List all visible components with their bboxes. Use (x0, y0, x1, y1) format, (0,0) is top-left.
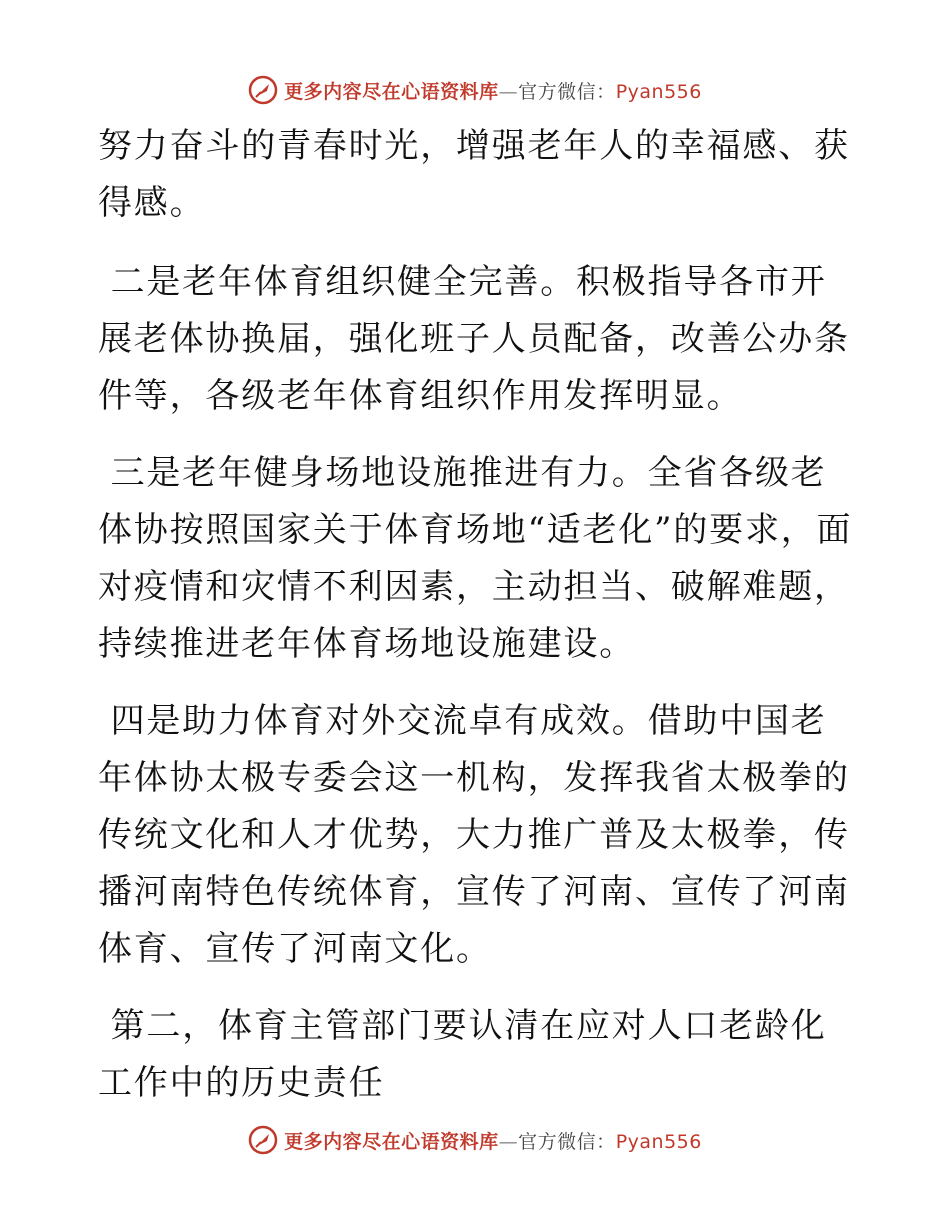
watermark-brand: 更多内容尽在心语资料库 (284, 1130, 499, 1153)
watermark-dash: — (498, 1130, 519, 1153)
paragraph-4: 四是助力体育对外交流卓有成效。借助中国老年体协太极专委会这一机构，发挥我省太极拳的传统文化和人才优势，大力推广普及太极拳，传播河南特色传统体育，宣传了河南、宣传了河南体育、宣传了河南文化。 (98, 701, 850, 969)
watermark-text (284, 1127, 702, 1154)
watermark-id: Pyan556 (615, 80, 702, 103)
watermark-official: 官方微信： (518, 1130, 616, 1153)
watermark-id: Pyan556 (615, 1130, 702, 1153)
watermark-dash: — (498, 80, 519, 103)
paragraph-2: 二是老年体育组织健全完善。积极指导各市开展老体协换届，强化班子人员配备，改善公办条件等，各级老年体育组织作用发挥明显。 (98, 262, 850, 416)
paragraph-3: 三是老年健身场地设施推进有力。全省各级老体协按照国家关于体育场地“适老化”的要求，面对疫情和灾情不利因素，主动担当、破解难题，持续推进老年体育场地设施建设。 (98, 453, 853, 664)
footer-watermark (0, 1124, 950, 1156)
quill-logo-icon (248, 1125, 278, 1155)
watermark-text (284, 77, 702, 104)
quill-logo-icon (248, 75, 278, 105)
paragraph-1: 努力奋斗的青春时光，增强老年人的幸福感、获得感。 (98, 126, 850, 223)
paragraph-5: 第二，体育主管部门要认清在应对人口老龄化工作中的历史责任 (98, 1006, 827, 1103)
watermark-official: 官方微信： (518, 80, 616, 103)
header-watermark (0, 74, 950, 106)
watermark-brand: 更多内容尽在心语资料库 (284, 80, 499, 103)
document-body (98, 118, 854, 1132)
